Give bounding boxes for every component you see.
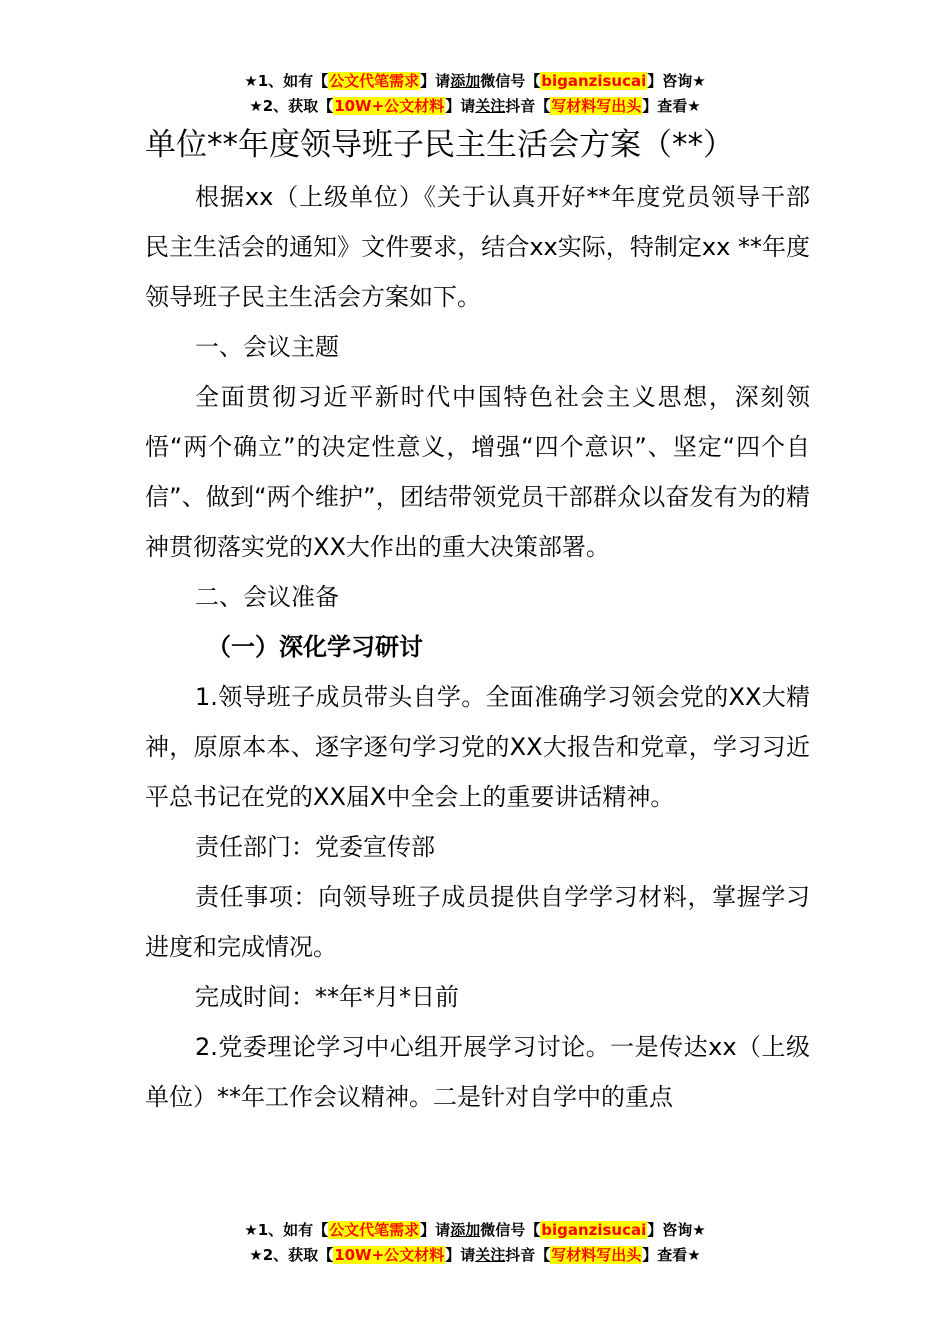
- promo-line-1: [0, 69, 950, 94]
- promo-text: 】请: [445, 1246, 476, 1264]
- promo-text: 】查看★: [642, 1246, 701, 1264]
- item-1-paragraph: 1.领导班子成员带头自学。全面准确学习领会党的XX大精神，原原本本、逐字逐句学习党的XX大报告和党章，学习习近平总书记在党的XX届X中全会上的重要讲话精神。: [145, 683, 810, 811]
- document-body: [145, 172, 810, 1122]
- section-heading-theme: 一、会议主题: [195, 333, 339, 361]
- promo-text: ★2、获取【: [249, 1246, 334, 1264]
- promo-underlined-text: 添加: [450, 72, 481, 90]
- item-2-paragraph: 2.党委理论学习中心组开展学习讨论。一是传达xx（上级单位）**年工作会议精神。二是针对自学中的重点: [145, 1033, 810, 1111]
- promo-underlined-text: 关注: [475, 1246, 506, 1264]
- promo-underlined-text: 添加: [450, 1221, 481, 1239]
- completion-time: 完成时间：**年*月*日前: [195, 983, 459, 1011]
- promo-highlight: 写材料写出头: [551, 97, 642, 115]
- section-heading-preparation: 二、会议准备: [195, 583, 339, 611]
- promo-text: ★2、获取【: [249, 97, 334, 115]
- document-title: 单位**年度领导班子民主生活会方案（**）: [145, 127, 734, 163]
- promo-banner-top: [0, 69, 950, 119]
- promo-text: ★1、如有【: [244, 72, 329, 90]
- promo-text: 微信号【: [480, 1221, 541, 1239]
- promo-text: 】请: [445, 97, 476, 115]
- responsible-department: 责任部门：党委宣传部: [195, 833, 435, 861]
- promo-text: 】咨询★: [647, 72, 706, 90]
- promo-banner-bottom: [0, 1218, 950, 1268]
- promo-highlight: biganzisucai: [541, 1221, 647, 1239]
- promo-text: 】咨询★: [647, 1221, 706, 1239]
- promo-highlight: 公文代笔需求: [329, 1221, 420, 1239]
- promo-line-2: [0, 94, 950, 119]
- intro-paragraph: 根据xx（上级单位）《关于认真开好**年度党员领导干部民主生活会的通知》文件要求，结合xx实际，特制定xx **年度领导班子民主生活会方案如下。: [145, 183, 810, 311]
- promo-highlight: 10W+公文材料: [334, 1246, 445, 1264]
- promo-highlight: 写材料写出头: [551, 1246, 642, 1264]
- promo-text: 】查看★: [642, 97, 701, 115]
- promo-highlight: biganzisucai: [541, 72, 647, 90]
- promo-text: 抖音【: [505, 1246, 551, 1264]
- subsection-heading-study: （一）深化学习研讨: [207, 633, 423, 661]
- promo-text: ★1、如有【: [244, 1221, 329, 1239]
- promo-line-2: [0, 1243, 950, 1268]
- promo-line-1: [0, 1218, 950, 1243]
- theme-paragraph: 全面贯彻习近平新时代中国特色社会主义思想，深刻领悟“两个确立”的决定性意义，增强“四个意识”、坚定“四个自信”、做到“两个维护”，团结带领党员干部群众以奋发有为的精神贯彻落实党的XX大作出的重大决策部署。: [145, 383, 810, 561]
- promo-text: 】请: [420, 72, 451, 90]
- promo-text: 微信号【: [480, 72, 541, 90]
- promo-text: 】请: [420, 1221, 451, 1239]
- promo-text: 抖音【: [505, 97, 551, 115]
- promo-underlined-text: 关注: [475, 97, 506, 115]
- responsible-matters: 责任事项：向领导班子成员提供自学学习材料，掌握学习进度和完成情况。: [145, 883, 810, 961]
- promo-highlight: 公文代笔需求: [329, 72, 420, 90]
- promo-highlight: 10W+公文材料: [334, 97, 445, 115]
